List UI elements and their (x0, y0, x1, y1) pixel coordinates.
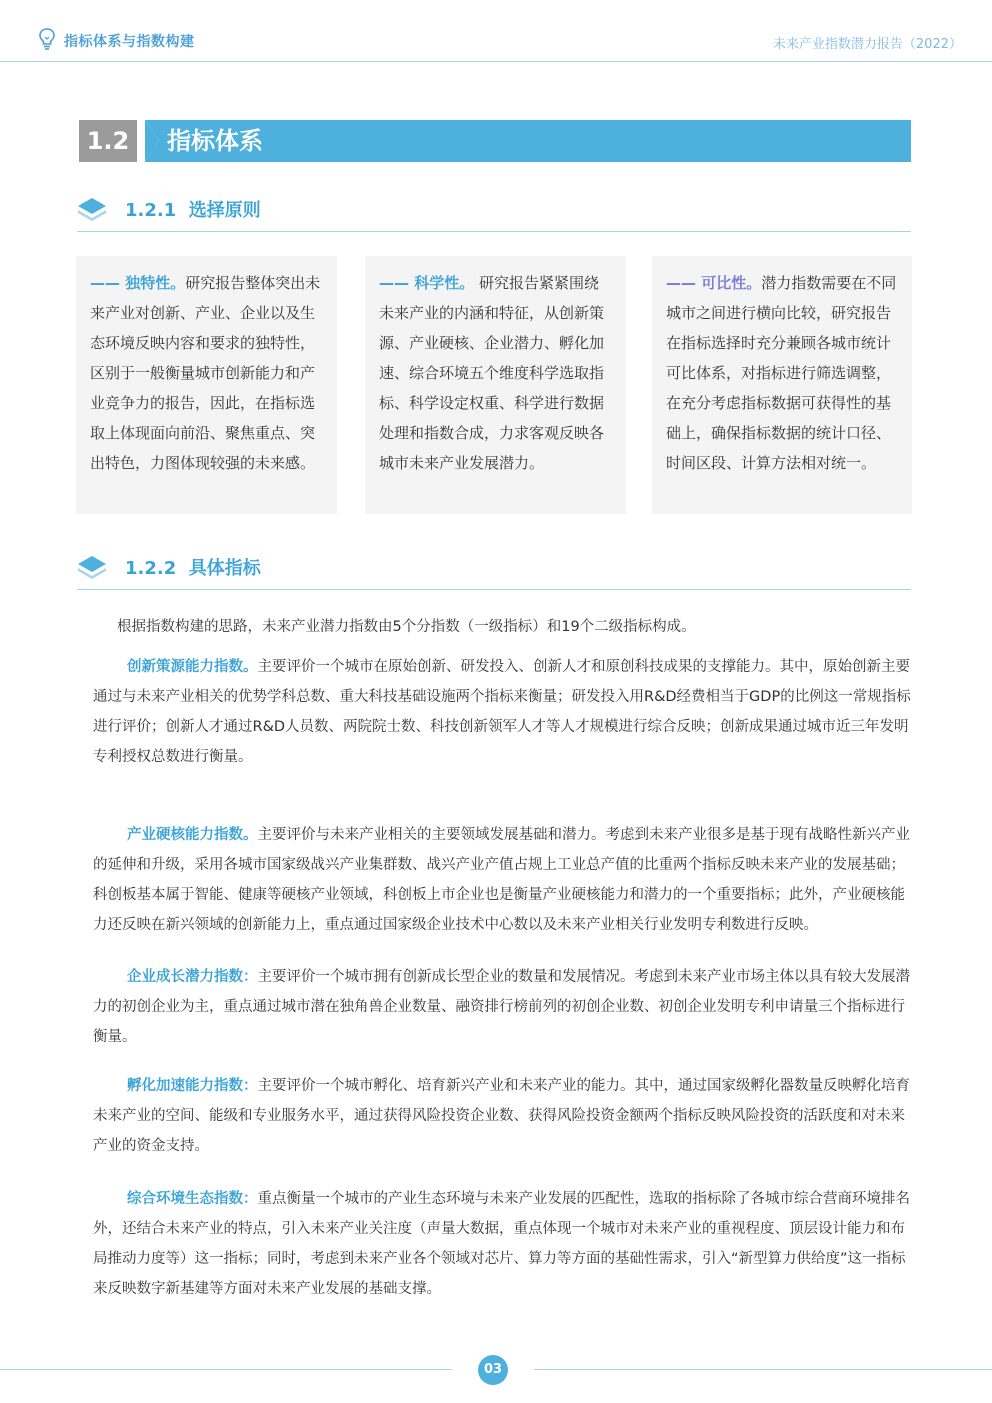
footer-divider-right (534, 1369, 992, 1370)
section-title: 指标体系 (167, 127, 263, 155)
page-number: 03 (478, 1355, 508, 1385)
subsection-heading-2 (77, 548, 911, 590)
layers-icon (77, 552, 107, 582)
indicator-paragraph-innovation: 创新策源能力指数。主要评价一个城市在原始创新、研发投入、创新人才和原创科技成果的支撑能力。其中，原始创新主要通过与未来产业相关的优势学科总数、重大科技基础设施两个指标来衡量；研发投入用R&D经费相当于GDP的比例这一常规指标进行评价；创新人才通过R&D人员数、两院院士数、科技创新领军人才等人才规模进行综合反映；创新成果通过城市近三年发明专利授权总数进行衡量。 (93, 659, 911, 765)
principle-box-scientific: —— 科学性。 研究报告紧紧围绕未来产业的内涵和特征，从创新策源、产业硬核、企业潜力、孵化加速、综合环境五个维度科学选取指标、科学设定权重、科学进行数据处理和指数合成，力求客观反映各城市未来产业发展潜力。 (365, 256, 626, 514)
subsection-divider-1 (77, 231, 911, 232)
lightbulb-icon (38, 27, 56, 51)
indicator-paragraph-enterprise: 企业成长潜力指数：主要评价一个城市拥有创新成长型企业的数量和发展情况。考虑到未来产业市场主体以具有较大发展潜力的初创企业为主，重点通过城市潜在独角兽企业数量、融资排行榜前列的初创企业数、初创企业发明专利申请量三个指标进行衡量。 (93, 969, 910, 1045)
footer-divider-left (0, 1369, 452, 1370)
indicator-paragraph-industry: 产业硬核能力指数。主要评价与未来产业相关的主要领域发展基础和潜力。考虑到未来产业很多是基于现有战略性新兴产业的延伸和升级，采用各城市国家级战兴产业集群数、战兴产业产值占规上工业总产值的比重两个指标反映未来产业的发展基础；科创板基本属于智能、健康等硬核产业领域，科创板上市企业也是衡量产业硬核能力和潜力的一个重要指标；此外，产业硬核能力还反映在新兴领域的创新能力上，重点通过国家级企业技术中心数以及未来产业相关行业发明专利数进行反映。 (93, 827, 910, 933)
principle-box-comparability: —— 可比性。潜力指数需要在不同城市之间进行横向比较，研究报告在指标选择时充分兼顾各城市统计可比体系，对指标进行筛选调整，在充分考虑指标数据可获得性的基础上，确保指标数据的统计口径、时间区段、计算方法相对统一。 (652, 256, 912, 514)
layers-icon (77, 194, 107, 224)
header-divider (0, 61, 992, 62)
section-number: 1.2 (79, 120, 137, 162)
page-header (0, 0, 992, 62)
intro-paragraph: 根据指数构建的思路，未来产业潜力指数由5个分指数（一级指标）和19个二级指标构成。 (117, 619, 696, 635)
indicator-paragraph-incubation: 孵化加速能力指数：主要评价一个城市孵化、培育新兴产业和未来产业的能力。其中，通过国家级孵化器数量反映孵化培育未来产业的空间、能级和专业服务水平，通过获得风险投资企业数、获得风险投资金额两个指标反映风险投资的活跃度和对未来产业的资金支持。 (93, 1078, 910, 1154)
subsection-heading-1 (77, 190, 911, 232)
subsection-title-1: 1.2.1 选择原则 (125, 200, 261, 221)
header-report-title: 未来产业指数潜力报告（2022） (772, 37, 962, 52)
principle-box-uniqueness: —— 独特性。研究报告整体突出未来产业对创新、产业、企业以及生态环境反映内容和要求的独特性，区别于一般衡量城市创新能力和产业竞争力的报告，因此，在指标选取上体现面向前沿、聚焦重点、突出特色，力图体现较强的未来感。 (76, 256, 337, 514)
indicator-paragraph-environment: 综合环境生态指数：重点衡量一个城市的产业生态环境与未来产业发展的匹配性，选取的指标除了各城市综合营商环境排名外，还结合未来产业的特点，引入未来产业关注度（声量大数据，重点体现一个城市对未来产业的重视程度、顶层设计能力和布局推动力度等）这一指标；同时，考虑到未来产业各个领域对芯片、算力等方面的基础性需求，引入“新型算力供给度”这一指标来反映数字新基建等方面对未来产业发展的基础支撑。 (93, 1191, 910, 1297)
subsection-title-2: 1.2.2 具体指标 (125, 558, 261, 579)
section-heading (79, 120, 911, 162)
header-section-title: 指标体系与指数构建 (64, 34, 195, 50)
chevron-right-icon (137, 120, 167, 162)
subsection-divider-2 (77, 589, 911, 590)
